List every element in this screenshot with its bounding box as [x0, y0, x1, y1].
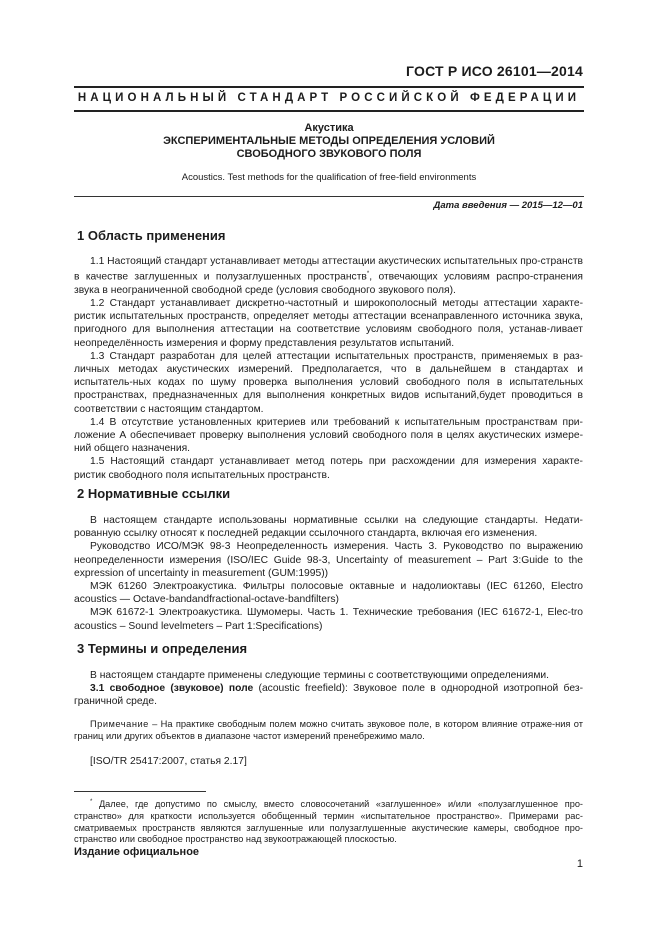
section-2-heading: 2 Нормативные ссылки [77, 486, 231, 501]
footnote-ref: * [366, 271, 370, 278]
paragraph-3-intro: В настоящем стандарте применены следующие термины с соответствующими определениями. [90, 670, 550, 681]
paragraph-2-3: МЭК 61260 Электроакустика. Фильтры полосовые октавные и надолиоктавы (IEC 61260, Electro acoustics — Octave-bandandfractional-octave-bandfilters) [74, 581, 583, 606]
section-1-heading: 1 Область применения [77, 228, 226, 243]
note-label: Примечание [90, 719, 149, 729]
introduction-date: Дата введения — 2015—12—01 [433, 200, 583, 211]
footnote-mark: * [90, 799, 93, 805]
paragraph-1-2: 1.2 Стандарт устанавливает дискретно-частотный и широкополосный методы аттестации характе-ристик испытательных пространств, определяет методы аттестации всенаправленного источника звука, пригодного для выполнения аттестации на соответствие условиям свободного поля, устанав-ливает неопределённость измерения и форму представления результатов испытаний. [74, 298, 583, 349]
definition-text: (acoustic freefield): Звуковое поле в однородной изотропной без-граничной среде. [74, 683, 583, 708]
note-text: – На практике свободным полем можно считать звуковое поле, в котором влияние отраже-ния от границ или других объектов в диапазоне частот измерений пренебрежимо мало. [74, 719, 583, 741]
footnote-text: Далее, где допустимо по смыслу, вместо словосочетаний «заглушенное» и/или «полузаглушенное про-странство» для краткости используется обобщенный термин «испытательное пространство». Примерами рас-сматриваемых пространств являются заглушенные или полузаглушенные акустические камеры, свободное про-странство или свободное пространство над звукоотражающей плоскостью. [74, 799, 583, 845]
page-number: 1 [576, 858, 583, 870]
national-standard-banner: НАЦИОНАЛЬНЫЙ СТАНДАРТ РОССИЙСКОЙ ФЕДЕРАЦИИ [77, 92, 581, 104]
source-reference: [ISO/TR 25417:2007, статья 2.17] [90, 756, 247, 767]
section-2-body [74, 514, 583, 633]
section-3-heading: 3 Термины и определения [77, 641, 248, 656]
title-line-2: ЭКСПЕРИМЕНТАЛЬНЫЕ МЕТОДЫ ОПРЕДЕЛЕНИЯ УСЛОВИЙ [163, 135, 495, 147]
paragraph-1-1 [74, 255, 583, 297]
paragraph-2-4: МЭК 61672-1 Электроакустика. Шумомеры. Часть 1. Технические требования (IEC 61672-1, Elec-tro acoustics – Sound levelmeters – Part 1:Specifications) [74, 607, 583, 632]
title-english: Acoustics. Test methods for the qualification of free-field environments [181, 172, 477, 183]
paragraph-2-2: Руководство ИСО/МЭК 98-3 Неопределенность измерения. Часть 3. Руководство по выражению неопределенности измерения (ISO/IEC Guide 98-3, Uncertainty of measurement – Part 3:Guide to the expression of uncertainty in measurement (GUM:1995)) [74, 541, 583, 579]
document-title [74, 122, 584, 161]
paragraph-1-5: 1.5 Настоящий стандарт устанавливает метод потерь при расхождении для измерения характе-ристик свободного поля испытательных пространств. [74, 456, 583, 481]
section-1-body [74, 255, 583, 482]
header-rule-top [74, 86, 584, 88]
title-line-1: Акустика [304, 122, 354, 134]
paragraph-1-1-a: 1.1 Настоящий стандарт устанавливает методы аттестации акустических испытательных про-странств в качестве заглушенных и полузаглушенных пространств [74, 256, 584, 283]
standard-code: ГОСТ Р ИСО 26101—2014 [406, 63, 583, 79]
paragraph-1-4: 1.4 В отсутствие установленных критериев или требований к испытательным пространствам при-ложение А обеспечивает проверку выполнения условий свободного поля в целях акустических измере-ний общего назначения. [74, 416, 583, 455]
footnote-rule [74, 791, 206, 792]
official-edition-label: Издание официальное [74, 846, 200, 858]
paragraph-1-1-b: , отвечающих условиям распро-странения звука в неограниченной свободной среде (условия свободного звукового поля). [74, 271, 583, 296]
definition-3-1 [74, 682, 583, 708]
title-line-3: СВОБОДНОГО ЗВУКОВОГО ПОЛЯ [236, 148, 422, 160]
term-free-field: 3.1 свободное (звуковое) поле [90, 683, 254, 695]
header-rule-bottom [74, 110, 584, 112]
date-rule [74, 196, 584, 197]
paragraph-2-1: В настоящем стандарте использованы нормативные ссылки на следующие стандарты. Недати-рованную ссылку относят к последней редакции ссылочного стандарта, включая его изменения. [74, 515, 583, 540]
footnote [74, 797, 583, 846]
section-3-body [74, 669, 583, 709]
note [74, 718, 583, 742]
paragraph-1-3: 1.3 Стандарт разработан для целей аттестации испытательных пространств, применяемых в раз-личных методах акустических измерений. Предполагается, что в дальнейшем в стандартах и испытатель-ных кодах по шуму проверка выполнения условий свободного поля в испытательных пространствах, предназначенных для выполнения конкретных видов испытаний,будет проводиться в соответствии с настоящим стандартом. [74, 350, 583, 415]
